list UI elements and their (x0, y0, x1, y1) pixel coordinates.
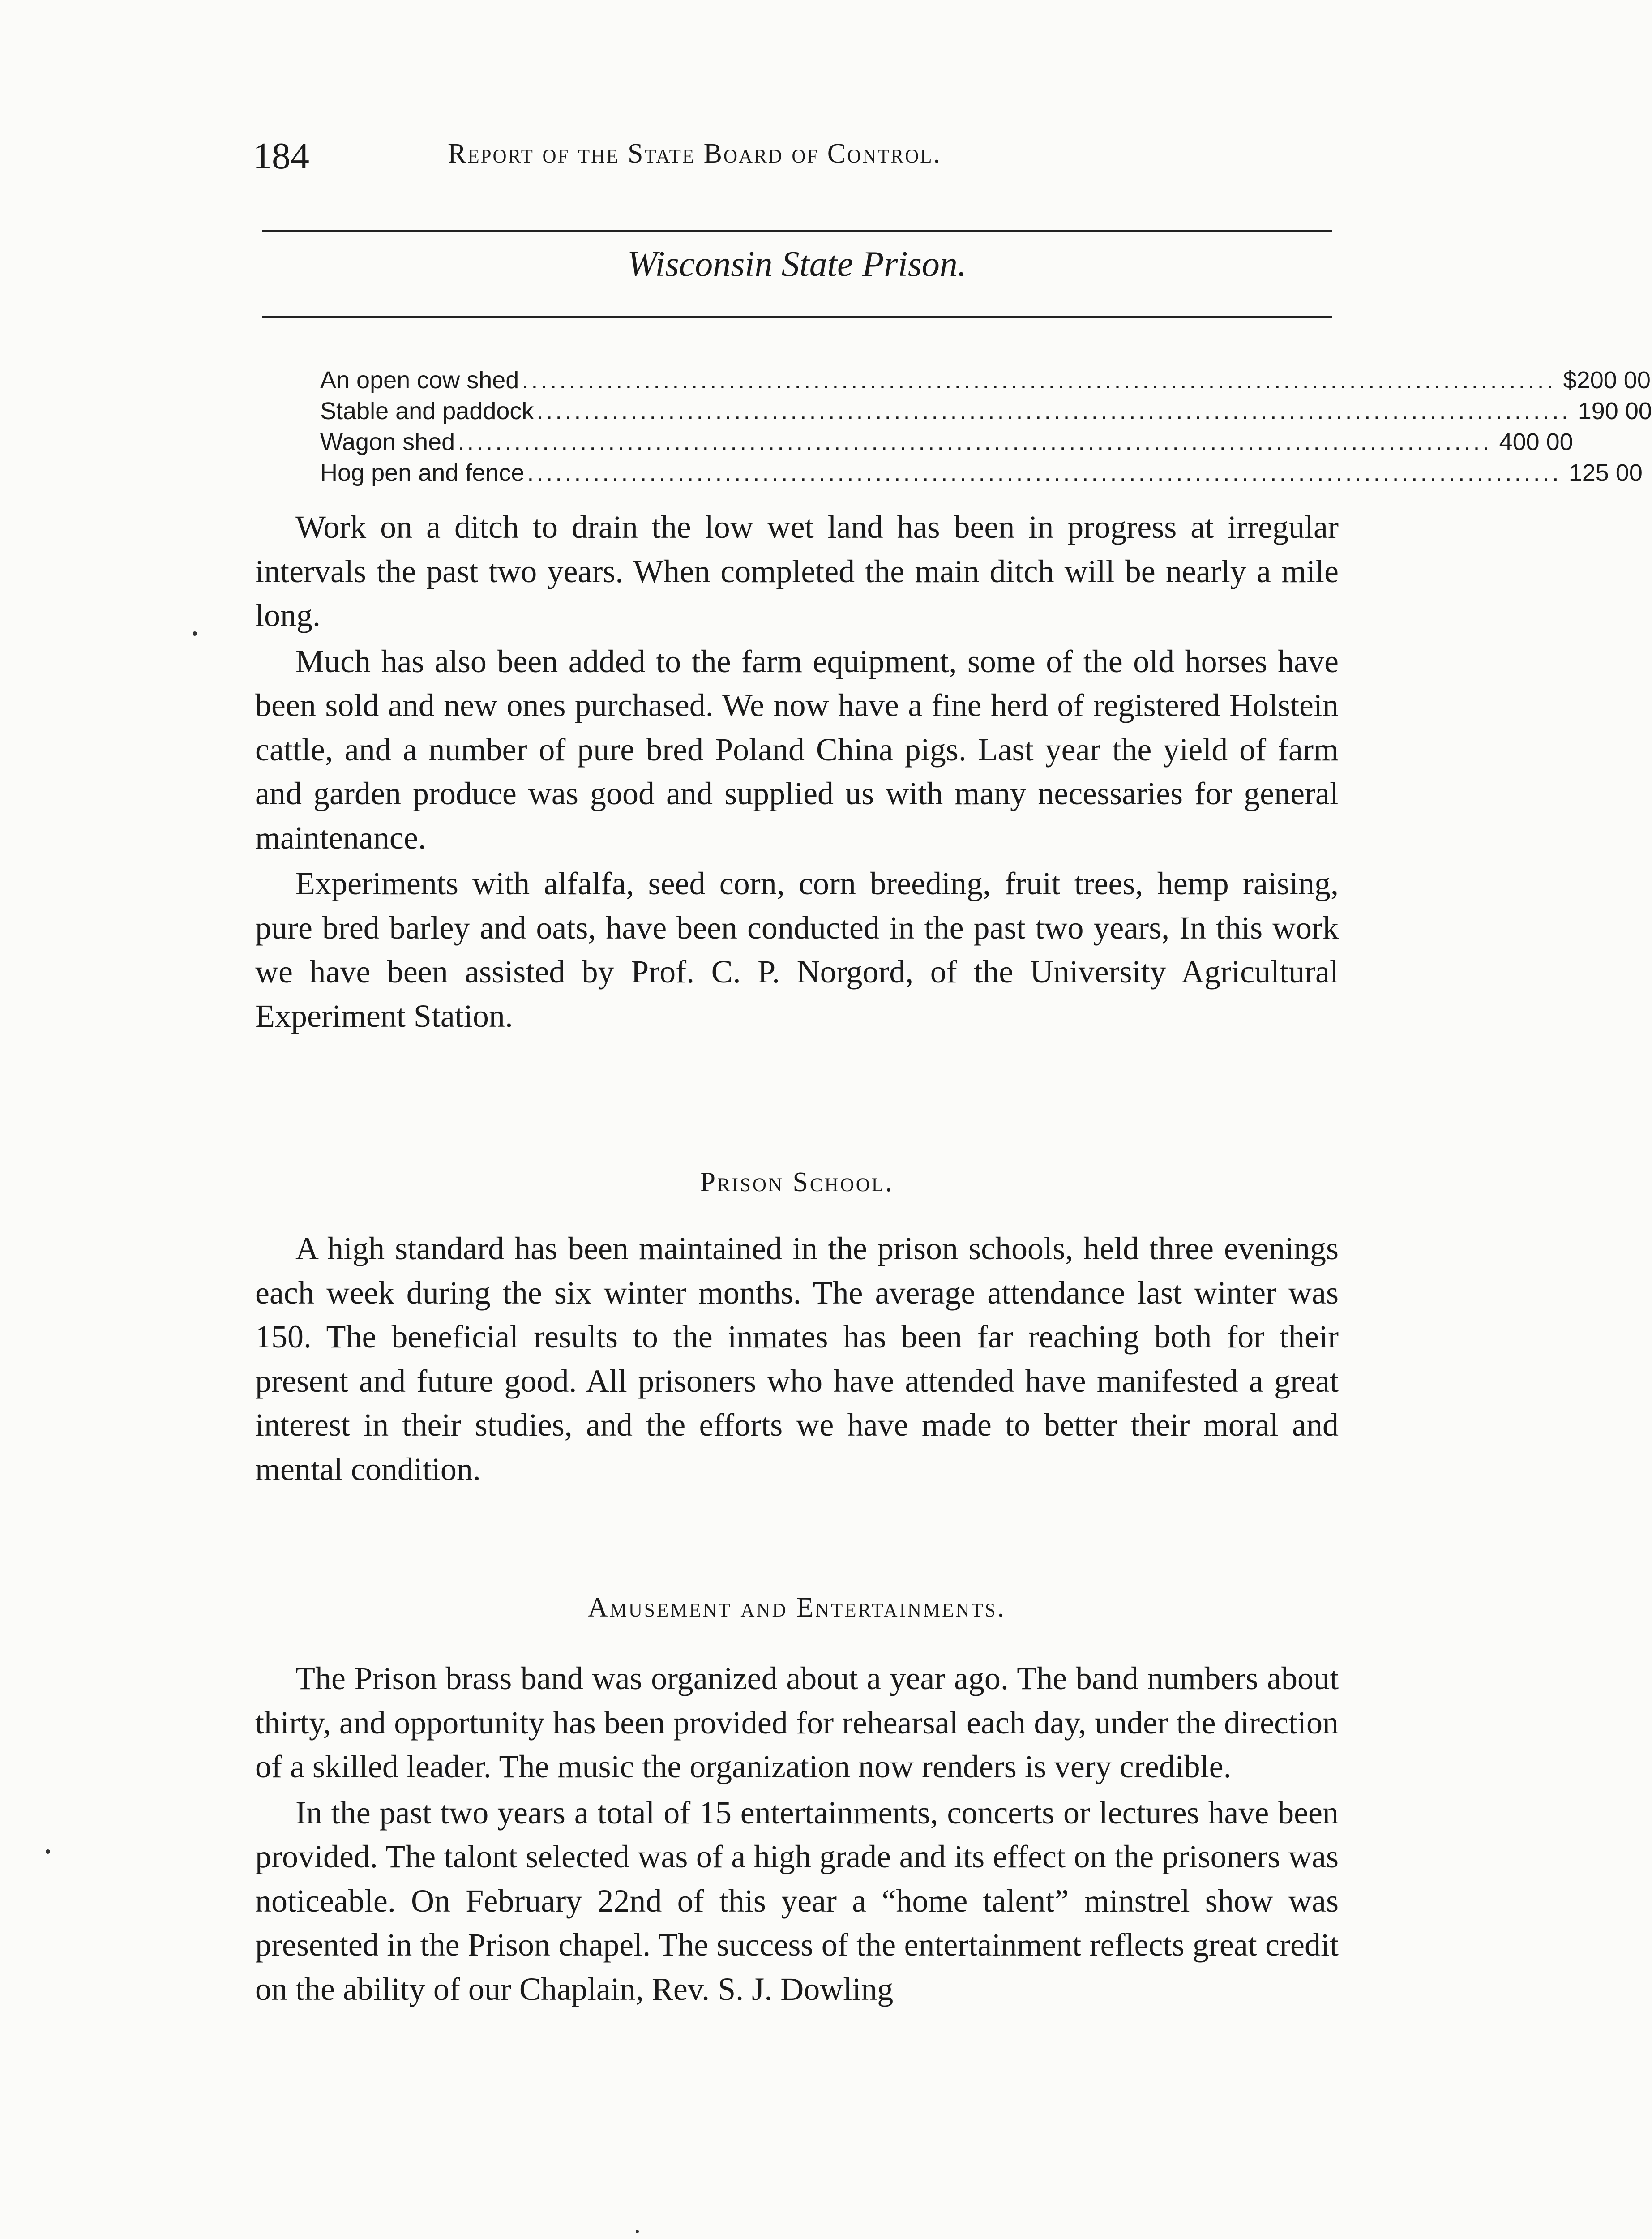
page-header (253, 134, 1336, 188)
top-rule (262, 230, 1332, 232)
running-head: Report of the State Board of Control. (448, 138, 942, 169)
ledger-amount: 190 00 (1578, 398, 1652, 425)
subhead-amusement: Amusement and Entertainments. (587, 1592, 1006, 1623)
leader-dots: .............................................................................................................. (536, 398, 1571, 425)
bottom-rule (262, 316, 1332, 318)
ledger-row (320, 428, 1573, 459)
paragraph: Much has also been added to the farm equipment, some of the old horses have been sold and new ones purchased. We now have a fine herd of registered Holstein cattle, and a number of pure bred Poland China pigs. Last year the yield of farm and garden produce was good and supplied us with many necessaries for general maintenance. (255, 643, 1339, 856)
page-number: 184 (253, 135, 309, 177)
farm-section-text (255, 505, 1339, 1040)
ledger-item: Wagon shed (320, 429, 455, 455)
leader-dots: .............................................................................................................. (458, 429, 1492, 455)
ledger-amount: 400 00 (1499, 429, 1573, 455)
expense-ledger (320, 366, 1652, 490)
paragraph: Experiments with alfalfa, seed corn, corn breeding, fruit trees, hemp raising, pure bred barley and oats, have been conducted in the past two years, In this work we have been assisted by Prof. C. P. Norgord, of the University Agricultural Experiment Station. (255, 866, 1339, 1034)
margin-speck (636, 2230, 639, 2233)
ledger-row (320, 366, 1651, 397)
prison-school-text (255, 1227, 1339, 1493)
ledger-amount: $200 00 (1563, 367, 1651, 394)
ledger-row (320, 397, 1652, 428)
paragraph: The Prison brass band was organized about a year ago. The band numbers about thirty, and opportunity has been provided for rehearsal each day, under the direction of a skilled leader. The music the organization now renders is very credible. (255, 1660, 1339, 1784)
margin-speck (193, 631, 197, 636)
paragraph: In the past two years a total of 15 entertainments, concerts or lectures have been provided. The talont selected was of a high grade and its effect on the prisoners was noticeable. On February 22nd of this year a “home talent” minstrel show was presented in the Prison chapel. The success of the entertainment reflects great credit on the ability of our Chaplain, Rev. S. J. Dowling (255, 1794, 1339, 2007)
amusement-text (255, 1656, 1339, 2013)
subhead-prison-school: Prison School. (700, 1167, 894, 1197)
ledger-item: Hog pen and fence (320, 459, 525, 486)
paragraph: Work on a ditch to drain the low wet land has been in progress at irregular intervals the past two years. When completed the main ditch will be nearly a mile long. (255, 509, 1339, 633)
paragraph: A high standard has been maintained in the prison schools, held three evenings each week during the six winter months. The average attendance last winter was 150. The beneficial results to the inmates has been far reaching both for their present and future good. All prisoners who have attended have manifested a great interest in their studies, and the efforts we have made to better their moral and mental condition. (255, 1231, 1339, 1487)
ledger-item: Stable and paddock (320, 398, 534, 425)
section-title: Wisconsin State Prison. (627, 244, 967, 284)
ledger-row (320, 459, 1643, 490)
leader-dots: .............................................................................................................. (522, 367, 1556, 394)
ledger-amount: 125 00 (1568, 459, 1643, 486)
margin-speck (46, 1849, 50, 1854)
leader-dots: .............................................................................................................. (527, 459, 1562, 486)
ledger-item: An open cow shed (320, 367, 519, 394)
